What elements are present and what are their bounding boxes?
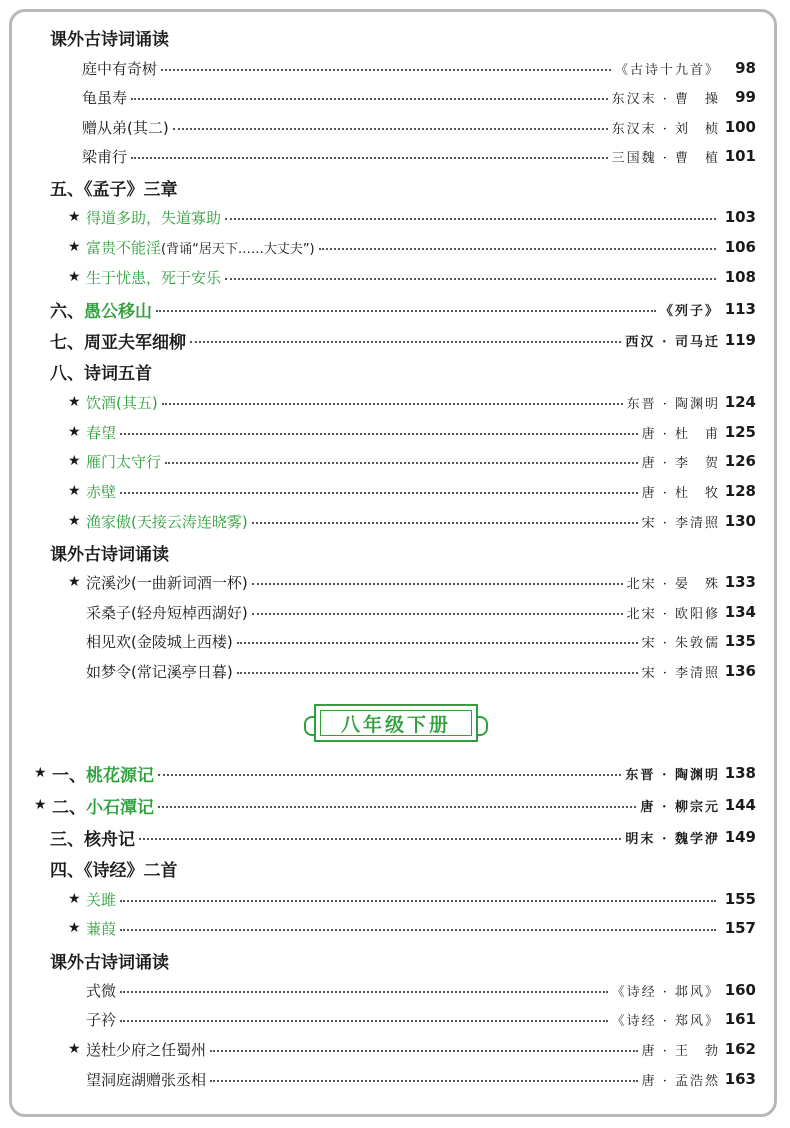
toc-title: 龟虽寿 [82,88,128,107]
toc-section-row[interactable] [50,24,756,50]
star-icon: ★ [68,394,81,410]
dot-leader [252,613,623,615]
toc-title: 八、诗词五首 [50,363,152,384]
toc-entry-row[interactable] [68,389,756,415]
dot-leader [120,492,638,494]
dot-leader [165,462,638,464]
toc-section-row[interactable] [34,760,756,786]
toc-entry-row[interactable] [82,114,756,140]
toc-title: 桃花源记 [86,765,154,786]
toc-section-row[interactable] [50,539,756,565]
toc-entry-row[interactable] [82,143,756,169]
toc-page-number: 162 [724,1040,756,1058]
star-icon: ★ [68,574,81,590]
toc-title: 小石潭记 [86,797,154,818]
dot-leader [225,278,716,280]
toc-page-number: 138 [724,764,756,782]
dot-leader [120,991,608,993]
star-icon: ★ [68,209,81,225]
toc-page-number: 144 [724,796,756,814]
banner-ornament-left [304,716,314,736]
toc-page-number: 119 [724,331,756,349]
toc-author: 唐 · 孟浩然 [641,1073,720,1089]
toc-author: 三国魏 · 曹 植 [611,150,720,166]
toc-page-number: 103 [724,208,756,226]
dot-leader [120,433,638,435]
star-icon: ★ [34,765,47,781]
toc-entry-row[interactable] [86,628,756,654]
dot-leader [120,900,716,902]
star-icon: ★ [34,797,47,813]
toc-page-number: 157 [724,919,756,937]
dot-leader [173,128,608,130]
toc-title: 渔家傲(天接云涛连晓雾) [86,512,248,531]
dot-leader [319,248,716,250]
star-icon: ★ [68,453,81,469]
toc-entry-row[interactable] [86,599,756,625]
toc-page-number: 124 [724,393,756,411]
toc-title: 望洞庭湖赠张丞相 [86,1070,207,1089]
toc-title: 七、周亚夫军细柳 [50,332,186,353]
toc-author: 唐 · 李 贺 [641,455,720,471]
toc-entry-row[interactable] [82,55,756,81]
toc-page-number: 100 [724,118,756,136]
dot-leader [139,838,621,840]
toc-title: 富贵不能淫 [86,238,162,257]
toc-page-number: 155 [724,890,756,908]
toc-author: 东汉末 · 曹 操 [611,91,720,107]
toc-entry-row[interactable] [68,204,756,230]
toc-title: 相见欢(金陵城上西楼) [86,632,233,651]
toc-author: 西汉 · 司马迁 [625,334,720,350]
toc-section-row[interactable] [50,327,756,353]
toc-title: 春望 [86,423,117,442]
toc-page-number: 99 [735,88,756,106]
dot-leader [158,806,636,808]
dot-leader [120,1020,608,1022]
dot-leader [210,1080,638,1082]
dot-leader [252,583,623,585]
toc-title: 课外古诗词诵读 [50,29,169,50]
toc-author: 明末 · 魏学洢 [625,831,720,847]
toc-author: 《诗经 · 郑风》 [611,1013,720,1029]
toc-title: 采桑子(轻舟短棹西湖好) [86,603,248,622]
toc-entry-row[interactable] [68,886,756,912]
toc-section-row[interactable] [34,792,756,818]
toc-entry-row[interactable] [86,1006,756,1032]
toc-title: 梁甫行 [82,147,128,166]
toc-page-number: 161 [724,1010,756,1028]
section-banner [314,704,478,742]
toc-title: 课外古诗词诵读 [50,544,169,565]
toc-entry-row[interactable] [86,977,756,1003]
toc-entry-row[interactable] [68,508,756,534]
toc-page-number: 136 [724,662,756,680]
toc-page-number: 128 [724,482,756,500]
toc-page-number: 106 [724,238,756,256]
star-icon: ★ [68,239,81,255]
toc-author: 唐 · 杜 牧 [641,485,720,501]
dot-leader [237,642,638,644]
toc-title: 如梦令(常记溪亭日暮) [86,662,233,681]
toc-title: 庭中有奇树 [82,59,158,78]
toc-author: 唐 · 王 勃 [641,1043,720,1059]
toc-page-number: 113 [724,300,756,318]
toc-title: 赠从弟(其二) [82,118,169,137]
toc-title: 蒹葭 [86,919,117,938]
toc-title: 课外古诗词诵读 [50,952,169,973]
toc-author: 唐 · 杜 甫 [641,426,720,442]
toc-number: 二、 [52,797,86,818]
toc-page-number: 149 [724,828,756,846]
toc-author: 《诗经 · 邶风》 [611,984,720,1000]
banner-label: 八年级下册 [340,713,451,736]
toc-page-number: 98 [735,59,756,77]
toc-title: 子衿 [86,1010,117,1029]
dot-leader [158,774,621,776]
dot-leader [131,98,608,100]
toc-entry-row[interactable] [86,1066,756,1092]
toc-title: 送杜少府之任蜀州 [86,1040,207,1059]
toc-section-row[interactable] [50,358,756,384]
toc-entry-row[interactable] [68,915,756,941]
toc-author: 北宋 · 晏 殊 [626,576,720,592]
star-icon: ★ [68,920,81,936]
toc-author: 唐 · 柳宗元 [640,799,720,815]
toc-page-number: 133 [724,573,756,591]
toc-author: 宋 · 李清照 [641,515,720,531]
dot-leader [156,310,656,312]
toc-page-number: 101 [724,147,756,165]
toc-entry-row[interactable] [68,448,756,474]
toc-entry-row[interactable] [82,84,756,110]
toc-page-number: 163 [724,1070,756,1088]
toc-title: 生于忧患，死于安乐 [86,268,222,287]
toc-title: 赤壁 [86,482,117,501]
toc-entry-row[interactable] [68,234,756,260]
toc-page-number: 126 [724,452,756,470]
dot-leader [161,69,611,71]
toc-title: 愚公移山 [84,301,152,322]
toc-title: 饮酒(其五) [86,393,158,412]
toc-section-row[interactable] [50,855,756,881]
toc-title: 关雎 [86,890,117,909]
toc-entry-row[interactable] [68,569,756,595]
dot-leader [225,218,716,220]
toc-title: 四、《诗经》二首 [50,860,178,881]
toc-title: 三、核舟记 [50,829,135,850]
star-icon: ★ [68,513,81,529]
toc-number: 六、 [50,301,84,322]
toc-section-row[interactable] [50,824,756,850]
toc-section-row[interactable] [50,947,756,973]
toc-author: 宋 · 李清照 [641,665,720,681]
dot-leader [190,341,621,343]
toc-author: 东汉末 · 刘 桢 [611,121,720,137]
star-icon: ★ [68,891,81,907]
star-icon: ★ [68,269,81,285]
toc-page-number: 135 [724,632,756,650]
toc-title: 浣溪沙(一曲新词酒一杯) [86,573,248,592]
dot-leader [120,929,716,931]
toc-entry-row[interactable] [68,264,756,290]
star-icon: ★ [68,483,81,499]
toc-title: 雁门太守行 [86,452,162,471]
toc-title: 五、《孟子》三章 [50,179,178,200]
toc-author: 东晋 · 陶渊明 [626,396,720,412]
toc-page-number: 125 [724,423,756,441]
toc-section-row[interactable] [50,296,756,322]
toc-entry-row[interactable] [68,419,756,445]
dot-leader [162,403,623,405]
toc-page-number: 160 [724,981,756,999]
toc-number: 一、 [52,765,86,786]
toc-section-row[interactable] [50,174,756,200]
toc-page-number: 134 [724,603,756,621]
toc-author: 北宋 · 欧阳修 [626,606,720,622]
toc-title: 得道多助，失道寡助 [86,208,222,227]
toc-page-number: 130 [724,512,756,530]
toc-author: 宋 · 朱敦儒 [641,635,720,651]
toc-entry-row[interactable] [68,478,756,504]
toc-page-number: 108 [724,268,756,286]
toc-entry-row[interactable] [68,1036,756,1062]
toc-entry-row[interactable] [86,658,756,684]
dot-leader [252,522,638,524]
star-icon: ★ [68,1041,81,1057]
toc-author: 东晋 · 陶渊明 [625,767,720,783]
dot-leader [210,1050,638,1052]
toc-title: 式微 [86,981,117,1000]
toc-author: 《古诗十九首》 [614,62,720,78]
toc-author: 《列子》 [659,303,720,319]
dot-leader [131,157,608,159]
star-icon: ★ [68,424,81,440]
dot-leader [237,672,638,674]
toc-title-note: (背诵“居天下……大丈夫”) [161,241,315,257]
